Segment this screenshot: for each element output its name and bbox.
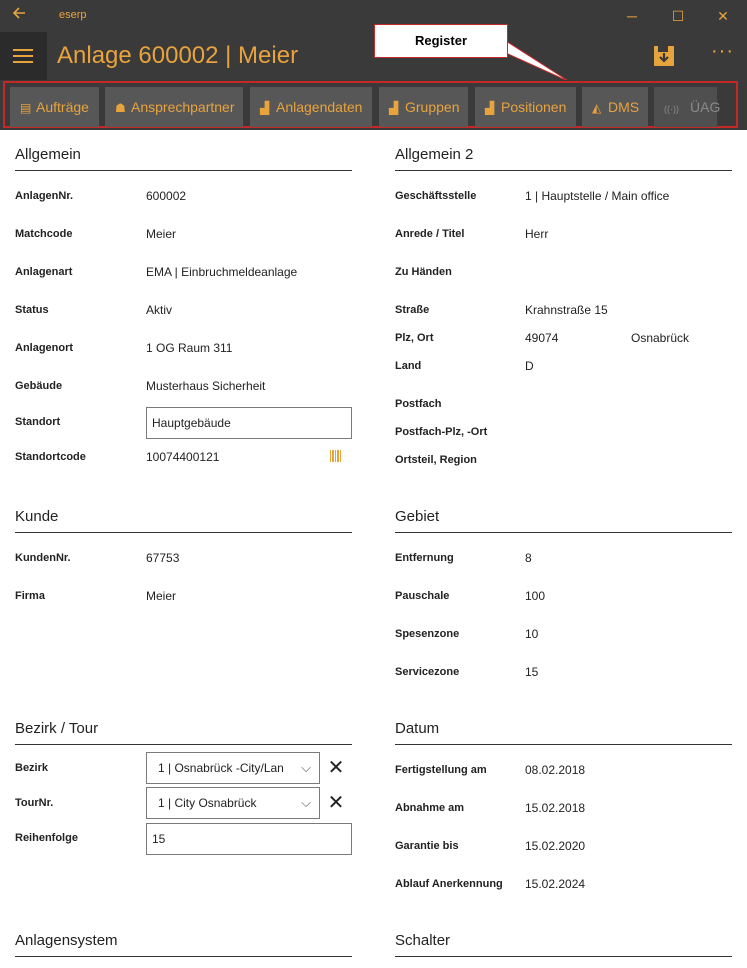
label-postfach-plz: Postfach-Plz, -Ort bbox=[395, 426, 488, 438]
label-gebaeude: Gebäude bbox=[15, 380, 63, 392]
tab-anlagendaten[interactable]: ▟ Anlagendaten bbox=[250, 87, 372, 127]
signal-icon: ((·)) bbox=[664, 104, 679, 114]
label-plz-ort: Plz, Ort bbox=[395, 332, 434, 344]
label-ortsteil: Ortsteil, Region bbox=[395, 454, 477, 466]
maximize-button[interactable]: ☐ bbox=[671, 8, 685, 24]
barcode-icon[interactable] bbox=[329, 449, 343, 463]
section-bezirk-title: Bezirk / Tour bbox=[15, 720, 99, 737]
person-icon: ☗ bbox=[115, 101, 126, 115]
value-anlagenart: EMA | Einbruchmeldeanlage bbox=[146, 265, 298, 279]
label-standort: Standort bbox=[15, 416, 61, 428]
section-schalter-title: Schalter bbox=[395, 932, 451, 949]
value-abnahme: 15.02.2018 bbox=[525, 801, 586, 815]
section-kunde-title: Kunde bbox=[15, 508, 59, 525]
list-icon: ▤ bbox=[20, 101, 32, 115]
value-spesenzone: 10 bbox=[525, 627, 539, 641]
label-firma: Firma bbox=[15, 590, 45, 602]
section-gebiet-title: Gebiet bbox=[395, 508, 440, 525]
tab-positionen[interactable]: ▟ Positionen bbox=[475, 87, 576, 127]
value-fertigstellung: 08.02.2018 bbox=[525, 763, 586, 777]
value-land: D bbox=[525, 359, 534, 373]
divider bbox=[15, 956, 352, 957]
value-kundennr: 67753 bbox=[146, 551, 180, 565]
value-gebaeude: Musterhaus Sicherheit bbox=[146, 379, 266, 393]
value-matchcode: Meier bbox=[146, 227, 177, 241]
value-firma: Meier bbox=[146, 589, 177, 603]
bezirk-select[interactable]: 1 | Osnabrück -City/Lan ⌵ bbox=[146, 752, 320, 784]
label-ablauf: Ablauf Anerkennung bbox=[395, 878, 503, 890]
label-reihenfolge: Reihenfolge bbox=[15, 832, 78, 844]
label-spesenzone: Spesenzone bbox=[395, 628, 460, 640]
label-kundennr: KundenNr. bbox=[15, 552, 71, 564]
clear-bezirk-icon[interactable]: ✕ bbox=[327, 757, 345, 779]
divider bbox=[15, 532, 352, 533]
section-datum-title: Datum bbox=[395, 720, 440, 737]
label-geschaeftsstelle: Geschäftsstelle bbox=[395, 190, 477, 202]
label-fertigstellung: Fertigstellung am bbox=[395, 764, 487, 776]
divider bbox=[395, 532, 732, 533]
minimize-button[interactable]: ─ bbox=[627, 8, 637, 24]
value-anlagennr: 600002 bbox=[146, 189, 187, 203]
register-tab-strip bbox=[0, 80, 747, 130]
tour-select[interactable]: 1 | City Osnabrück ⌵ bbox=[146, 787, 320, 819]
divider bbox=[15, 170, 352, 171]
value-status: Aktiv bbox=[146, 303, 173, 317]
app-name: eserp bbox=[59, 9, 87, 21]
value-servicezone: 15 bbox=[525, 665, 539, 679]
standort-input[interactable]: Hauptgebäude bbox=[146, 407, 352, 439]
label-anlagennr: AnlagenNr. bbox=[15, 190, 74, 202]
page-title: Anlage 600002 | Meier bbox=[57, 42, 299, 69]
value-geschaeftsstelle: 1 | Hauptstelle / Main office bbox=[525, 189, 670, 203]
save-icon[interactable] bbox=[652, 44, 678, 68]
chevron-down-icon: ⌵ bbox=[301, 760, 311, 775]
tab-gruppen[interactable]: ▟ Gruppen bbox=[379, 87, 468, 127]
label-land: Land bbox=[395, 360, 422, 372]
tool-icon: ▟ bbox=[485, 101, 495, 115]
tab-auftraege[interactable]: ▤ Aufträge bbox=[10, 87, 99, 127]
tool-icon: ▟ bbox=[389, 101, 399, 115]
label-bezirk: Bezirk bbox=[15, 762, 49, 774]
label-abnahme: Abnahme am bbox=[395, 802, 465, 814]
label-servicezone: Servicezone bbox=[395, 666, 460, 678]
value-strasse: Krahnstraße 15 bbox=[525, 303, 608, 317]
clear-tour-icon[interactable]: ✕ bbox=[327, 792, 345, 814]
label-anlagenort: Anlagenort bbox=[15, 342, 74, 354]
label-zu-haenden: Zu Händen bbox=[395, 266, 452, 278]
label-tournr: TourNr. bbox=[15, 797, 54, 809]
tab-uaeg[interactable]: ((·)) ÜAG bbox=[654, 87, 717, 127]
back-arrow-icon[interactable] bbox=[12, 6, 34, 26]
label-status: Status bbox=[15, 304, 49, 316]
value-plz: 49074 bbox=[525, 331, 559, 345]
label-pauschale: Pauschale bbox=[395, 590, 450, 602]
label-entfernung: Entfernung bbox=[395, 552, 454, 564]
label-garantie: Garantie bis bbox=[395, 840, 459, 852]
more-options-icon[interactable]: ··· bbox=[711, 40, 734, 62]
section-allgemein2-title: Allgemein 2 bbox=[395, 146, 474, 163]
value-ort: Osnabrück bbox=[631, 331, 690, 345]
label-strasse: Straße bbox=[395, 304, 430, 316]
register-callout: Register bbox=[374, 24, 508, 58]
divider bbox=[395, 956, 732, 957]
section-allgemein-title: Allgemein bbox=[15, 146, 81, 163]
divider bbox=[15, 744, 352, 745]
label-anlagenart: Anlagenart bbox=[15, 266, 73, 278]
value-entfernung: 8 bbox=[525, 551, 532, 565]
label-postfach: Postfach bbox=[395, 398, 442, 410]
tab-dms[interactable]: ◭ DMS bbox=[582, 87, 648, 127]
value-ablauf: 15.02.2024 bbox=[525, 877, 586, 891]
docs-icon: ◭ bbox=[592, 101, 602, 115]
section-anlagensystem-title: Anlagensystem bbox=[15, 932, 118, 949]
chevron-down-icon: ⌵ bbox=[301, 795, 311, 810]
label-anrede: Anrede / Titel bbox=[395, 228, 465, 240]
hamburger-menu-icon[interactable] bbox=[0, 32, 47, 80]
label-matchcode: Matchcode bbox=[15, 228, 73, 240]
tab-ansprechpartner[interactable]: ☗ Ansprechpartner bbox=[105, 87, 243, 127]
divider bbox=[395, 170, 732, 171]
value-standortcode: 10074400121 bbox=[146, 450, 220, 464]
value-pauschale: 100 bbox=[525, 589, 546, 603]
value-garantie: 15.02.2020 bbox=[525, 839, 586, 853]
value-anrede: Herr bbox=[525, 227, 549, 241]
reihenfolge-input[interactable]: 15 bbox=[146, 823, 352, 855]
value-anlagenort: 1 OG Raum 311 bbox=[146, 341, 233, 355]
divider bbox=[395, 744, 732, 745]
tool-icon: ▟ bbox=[260, 101, 270, 115]
label-standortcode: Standortcode bbox=[15, 451, 86, 463]
close-window-button[interactable]: ✕ bbox=[717, 8, 729, 24]
